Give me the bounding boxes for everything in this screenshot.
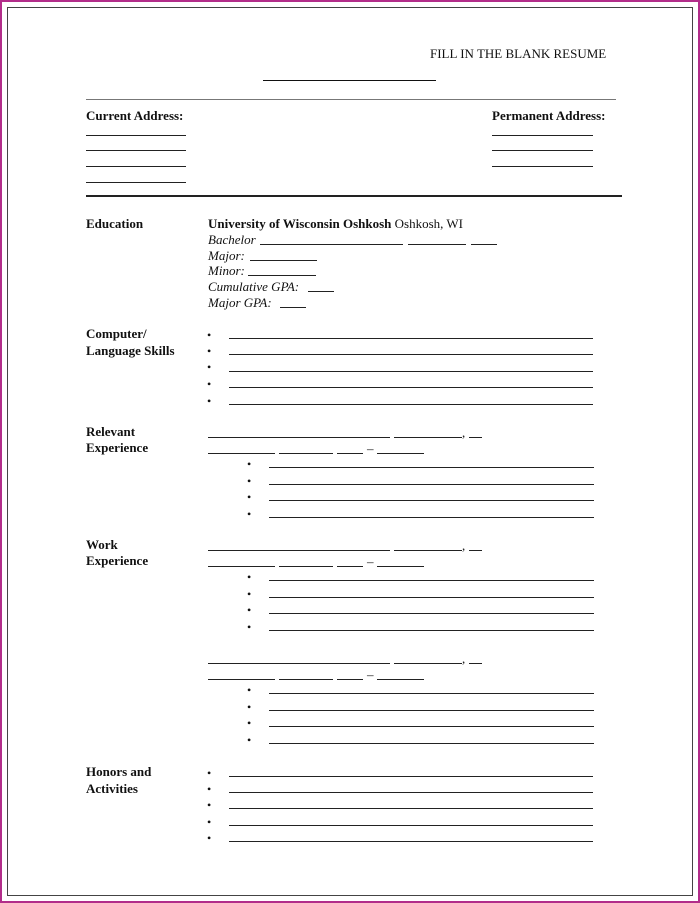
bullet: •: [247, 733, 252, 747]
work-experience-label: Work: [86, 537, 118, 552]
comma: ,: [462, 425, 466, 440]
education-label: Education: [86, 216, 144, 231]
bullet: •: [247, 490, 252, 504]
date-blank: [377, 453, 424, 454]
skills-blank: [229, 338, 593, 339]
major-blank: [250, 260, 317, 261]
degree-blank: [260, 244, 403, 245]
date-blank: [337, 679, 363, 680]
bullet: •: [247, 603, 252, 617]
state-blank: [469, 437, 482, 438]
header-rule: [86, 99, 616, 100]
bullet: •: [247, 507, 252, 521]
duty-blank: [269, 710, 594, 711]
duty-blank: [269, 630, 594, 631]
current-address-blank: [86, 135, 186, 136]
dash: –: [367, 554, 374, 569]
honors-blank: [229, 841, 593, 842]
skills-label: Computer/: [86, 326, 147, 341]
city-blank: [394, 550, 462, 551]
skills-label: Language Skills: [86, 343, 175, 358]
school-location: Oshkosh, WI: [394, 216, 463, 231]
bullet: •: [247, 587, 252, 601]
honors-blank: [229, 808, 593, 809]
permanent-address-label: Permanent Address:: [492, 108, 606, 123]
bullet: •: [247, 457, 252, 471]
comma: ,: [462, 651, 466, 666]
skills-blank: [229, 354, 593, 355]
bullet: •: [247, 716, 252, 730]
bullet: •: [207, 377, 212, 391]
duty-blank: [269, 693, 594, 694]
school-name: University of Wisconsin Oshkosh: [208, 216, 392, 231]
major-gpa-blank: [280, 307, 306, 308]
skills-blank: [229, 404, 593, 405]
bullet: •: [247, 570, 252, 584]
date-blank: [377, 679, 424, 680]
bullet: •: [247, 474, 252, 488]
bullet: •: [207, 782, 212, 796]
date-blank: [279, 566, 333, 567]
current-address-blank: [86, 166, 186, 167]
cumulative-gpa-label: Cumulative GPA:: [208, 279, 300, 294]
relevant-experience-label: Relevant: [86, 424, 136, 439]
work-experience-label: Experience: [86, 553, 149, 568]
date-blank: [337, 566, 363, 567]
current-address-label: Current Address:: [86, 108, 184, 123]
cumulative-gpa-blank: [308, 291, 334, 292]
honors-label: Honors and: [86, 764, 152, 779]
title-blank: [208, 453, 275, 454]
major-label: Major:: [208, 248, 245, 263]
current-address-blank: [86, 182, 186, 183]
city-blank: [394, 663, 462, 664]
current-address-blank: [86, 150, 186, 151]
section-divider: [86, 195, 622, 197]
bullet: •: [247, 683, 252, 697]
dash: –: [367, 441, 374, 456]
bullet: •: [207, 394, 212, 408]
state-blank: [469, 663, 482, 664]
permanent-address-blank: [492, 135, 593, 136]
duty-blank: [269, 580, 594, 581]
duty-blank: [269, 613, 594, 614]
duty-blank: [269, 597, 594, 598]
permanent-address-blank: [492, 166, 593, 167]
bullet: •: [207, 815, 212, 829]
date-blank: [377, 566, 424, 567]
bullet: •: [207, 344, 212, 358]
bullet: •: [247, 620, 252, 634]
major-gpa-label: Major GPA:: [208, 295, 272, 310]
bullet: •: [207, 328, 212, 342]
honors-blank: [229, 792, 593, 793]
duty-blank: [269, 743, 594, 744]
skills-blank: [229, 371, 593, 372]
degree-blank: [408, 244, 466, 245]
date-blank: [279, 679, 333, 680]
relevant-experience-label: Experience: [86, 440, 149, 455]
minor-blank: [248, 275, 316, 276]
skills-blank: [229, 387, 593, 388]
date-blank: [279, 453, 333, 454]
honors-blank: [229, 825, 593, 826]
duty-blank: [269, 467, 594, 468]
document-title: FILL IN THE BLANK RESUME: [430, 46, 607, 61]
dash: –: [367, 667, 374, 682]
date-blank: [337, 453, 363, 454]
honors-blank: [229, 776, 593, 777]
comma: ,: [462, 538, 466, 553]
degree-blank: [471, 244, 497, 245]
employer-blank: [208, 663, 390, 664]
permanent-address-blank: [492, 150, 593, 151]
minor-label: Minor:: [208, 263, 245, 278]
bullet: •: [247, 700, 252, 714]
employer-blank: [208, 550, 390, 551]
title-blank: [208, 566, 275, 567]
bullet: •: [207, 831, 212, 845]
name-blank: [263, 80, 436, 81]
duty-blank: [269, 484, 594, 485]
duty-blank: [269, 500, 594, 501]
bullet: •: [207, 766, 212, 780]
city-blank: [394, 437, 462, 438]
state-blank: [469, 550, 482, 551]
duty-blank: [269, 517, 594, 518]
title-blank: [208, 679, 275, 680]
education-school-line: [208, 216, 463, 231]
bullet: •: [207, 360, 212, 374]
degree-label: Bachelor: [208, 232, 256, 247]
honors-label: Activities: [86, 781, 138, 796]
duty-blank: [269, 726, 594, 727]
employer-blank: [208, 437, 390, 438]
bullet: •: [207, 798, 212, 812]
